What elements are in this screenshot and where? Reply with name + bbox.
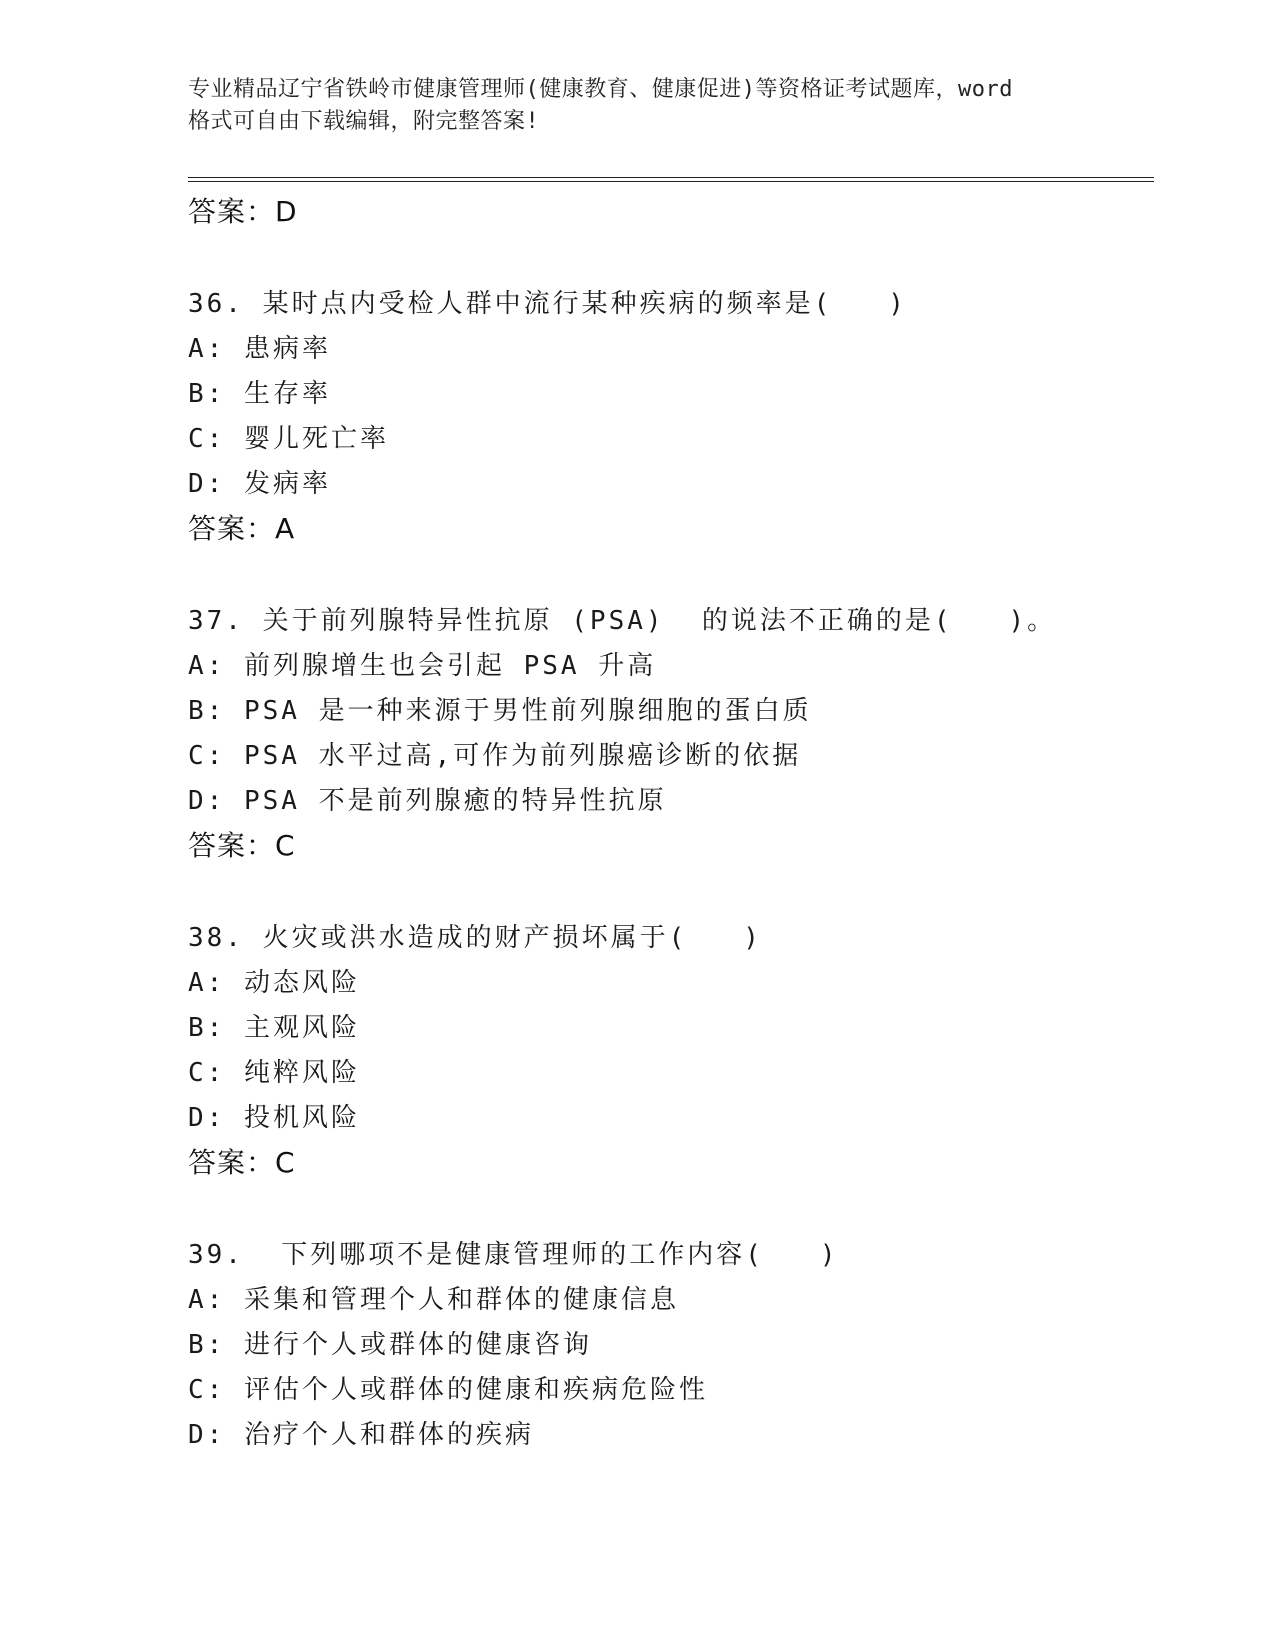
header-line-1: 专业精品辽宁省铁岭市健康管理师(健康教育、健康促进)等资格证考试题库，word [188, 77, 1013, 102]
option-d: D: 发病率 [188, 469, 331, 499]
question-answer: 答案：C [188, 829, 296, 862]
question-stem: 37. 关于前列腺特异性抗原 (PSA) 的说法不正确的是( )。 [188, 606, 1057, 636]
question-stem: 38. 火灾或洪水造成的财产损坏属于( ) [188, 923, 762, 953]
question-stem: 36. 某时点内受检人群中流行某种疾病的频率是( ) [188, 289, 907, 319]
option-d: D: 投机风险 [188, 1103, 360, 1133]
option-a: A: 采集和管理个人和群体的健康信息 [188, 1285, 679, 1315]
question-stem: 39. 下列哪项不是健康管理师的工作内容( ) [188, 1240, 839, 1270]
question-39 [188, 1233, 1154, 1458]
question-36 [188, 282, 1154, 551]
option-c: C: PSA 水平过高,可作为前列腺癌诊断的依据 [188, 741, 802, 771]
question-37 [188, 599, 1154, 868]
question-38 [188, 916, 1154, 1185]
option-a: A: 患病率 [188, 334, 331, 364]
question-answer: 答案：C [188, 1146, 296, 1179]
header-line-2: 格式可自由下载编辑，附完整答案! [188, 109, 540, 134]
option-b: B: 主观风险 [188, 1013, 360, 1043]
option-c: C: 纯粹风险 [188, 1058, 360, 1088]
option-a: A: 动态风险 [188, 968, 360, 998]
option-b: B: 进行个人或群体的健康咨询 [188, 1330, 592, 1360]
option-d: D: PSA 不是前列腺癒的特异性抗原 [188, 786, 667, 816]
option-c: C: 评估个人或群体的健康和疾病危险性 [188, 1375, 708, 1405]
option-a: A: 前列腺增生也会引起 PSA 升高 [188, 651, 657, 681]
question-list [188, 190, 1154, 1458]
option-d: D: 治疗个人和群体的疾病 [188, 1420, 534, 1450]
option-b: B: PSA 是一种来源于男性前列腺细胞的蛋白质 [188, 696, 812, 726]
header-divider [188, 177, 1154, 182]
previous-answer: 答案：D [188, 195, 298, 228]
document-header [188, 74, 1088, 138]
option-b: B: 生存率 [188, 379, 331, 409]
option-c: C: 婴儿死亡率 [188, 424, 389, 454]
question-answer: 答案：A [188, 512, 296, 545]
